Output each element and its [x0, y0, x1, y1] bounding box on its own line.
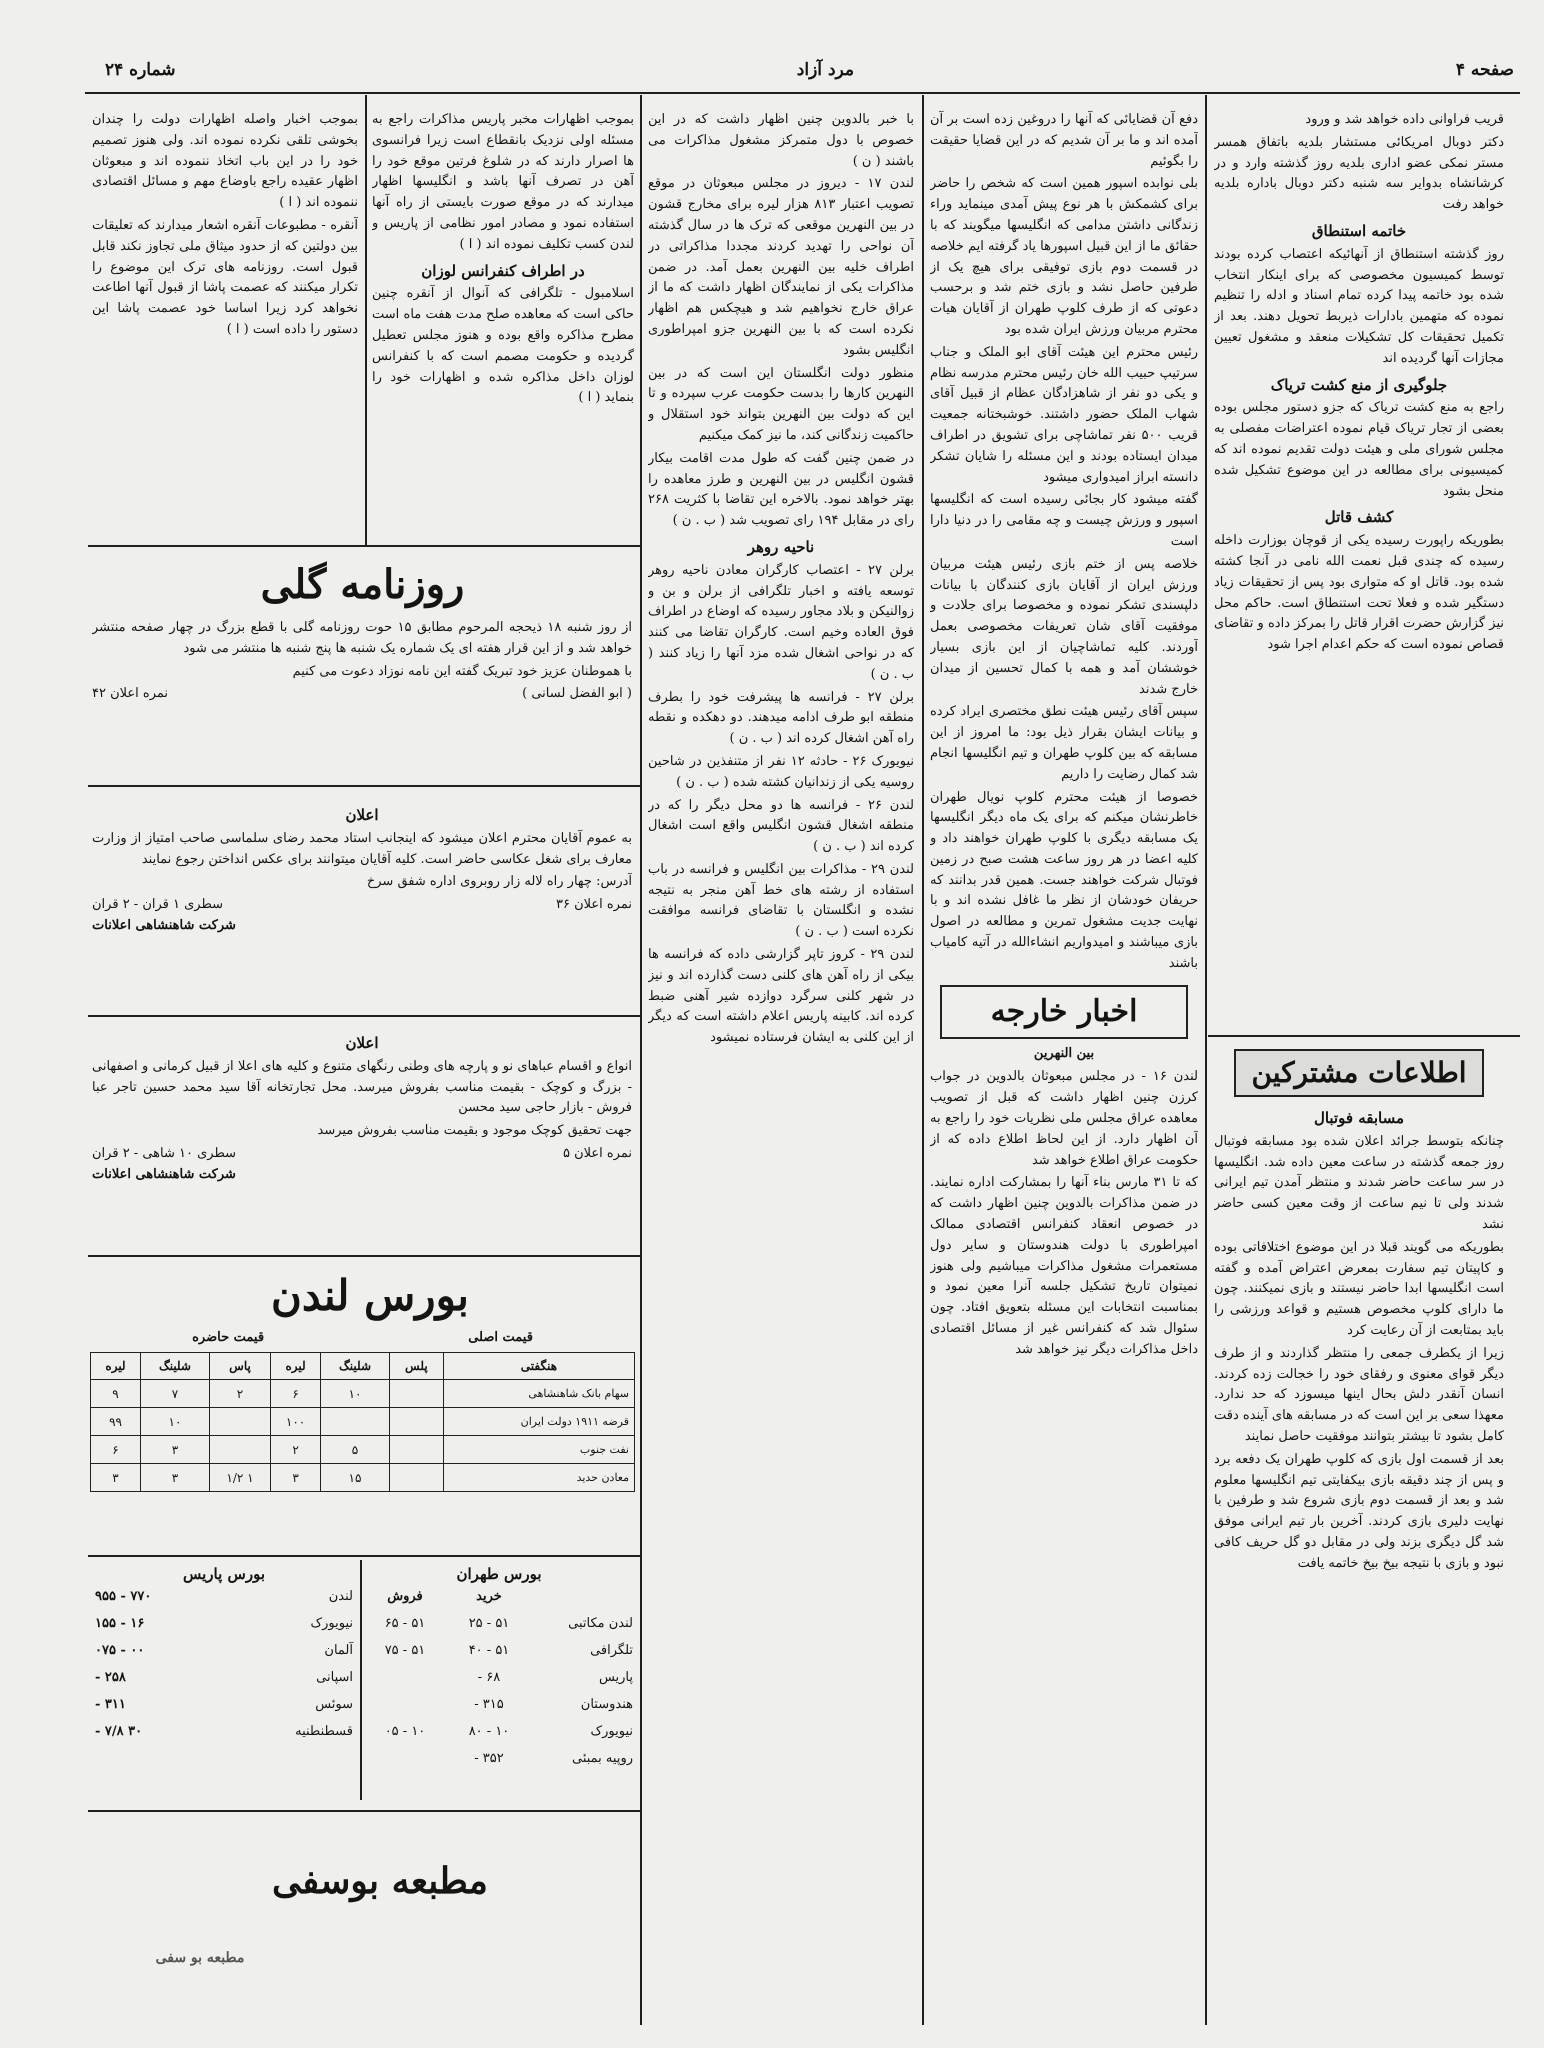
paragraph: با خبر بالدوین چنین اظهار داشت که در این خصوص با دول متمرکز مشغول مذاکرات می باشند ( ن )	[648, 112, 914, 169]
rate-label: نیویورک	[310, 1616, 353, 1631]
rate-sell: ۵۱ - ۶۵	[384, 1616, 426, 1631]
table-cell: ۳	[91, 1464, 141, 1492]
table-cell	[389, 1464, 443, 1492]
table-row	[365, 1610, 633, 1637]
page-number: صفحه ۴	[1455, 60, 1514, 80]
table-cell	[389, 1408, 443, 1436]
section-rule	[88, 1015, 640, 1017]
rate-buy: ۵۱ - ۲۵	[468, 1616, 510, 1631]
section-rule	[88, 785, 640, 787]
table-row	[365, 1691, 633, 1718]
column-domestic-news	[1214, 110, 1504, 1030]
header-cell: شلینگ	[141, 1353, 210, 1380]
table-cell: ۲	[271, 1436, 321, 1464]
paragraph: گفته میشود کار بجائی رسیده است که انگلیسها اسپور و ورزش چیست و چه مقامی را در دنیا دارا است	[930, 492, 1198, 549]
column-ankara-news	[92, 110, 358, 540]
table-cell	[321, 1408, 390, 1436]
paragraph: بطوریکه می گویند قبلا در این موضوع اختلافاتی بوده و کاپیتان تیم سفارت بمعرض اعتراض آمده و گفته است انگلیسها ابدا حاضر نیستند و بازی نمیکنند. چون ما دارای کلوپ مخصوص هستیم و قواعد ورزشی را باید بمتابعت از آن رعایت کرد	[1214, 1239, 1504, 1338]
paragraph: به عموم آقایان محترم اعلان میشود که اینجانب استاد محمد رضای سلماسی صاحب امتیاز از وزارت معارف برای شغل عکاسی حاضر است. کلیه آقایان میتوانند برای عکس انداختن رجوع نمایند	[92, 830, 632, 867]
bourse-tehran-header	[365, 1583, 633, 1610]
subheading: بین النهرین	[1033, 1045, 1095, 1061]
section-rule	[1208, 1035, 1520, 1037]
table-row	[365, 1745, 633, 1772]
subheading: خاتمه استنطاق	[1311, 221, 1407, 240]
paragraph: برلن ۲۷ - فرانسه ها پیشرفت خود را بطرف منطقه ابو طرف ادامه میدهند. دو دهکده و نقطه راه آهن اشغال کرده اند ( ب . ن )	[648, 689, 914, 747]
ad-photographer	[92, 800, 632, 1010]
paragraph: بلی نوابده اسپور همین است که شخص را حاضر برای کشمکش با هر نوع پیش آمدی مینماید وراء زندگانی داشتن مدامی که انگلیسها میگویند که با حقائق ما از این قبیل اسپورها یاد گرفته ایم خلاصه در قسمت دوم بازی توفیقی برای هیچ یک از طرفین حاصل نشد و بازی ختم شد و برحسب دعوتی که از طرف کلوپ طهران از آقایان هیات محترم مربیان ورزش ایران شده بود	[930, 176, 1198, 337]
table-cell: ۵	[321, 1436, 390, 1464]
paragraph: جهت تحقیق کوچک موجود و بقیمت مناسب بفروش میرسد	[317, 1123, 632, 1139]
column-rule	[640, 95, 642, 2025]
bourse-paris	[95, 1565, 353, 1805]
paragraph: لندن ۱۷ - دیروز در مجلس مبعوثان در موقع تصویب اعتبار ۸۱۳ هزار لیره برای مخارج قشون در بین النهرین موقعی که ترک ها در سال گذشته آن نواحی را تهدید کردند مجددا مذاکراتی در اطراف خلیه بین النهرین بعمل آمد. در ضمن مذاکرات یکی از نمایندگان اظهار داشت که ما از عراق خارج نخواهیم شد و هیچکس هم اظهار نکرده است که با بین النهرین جزو امپراطوری انگلیس بشود	[648, 176, 914, 358]
table-cell: قرضه ۱۹۱۱ دولت ایران	[443, 1408, 634, 1436]
ad-footer	[92, 895, 632, 916]
ad-agent: شرکت شاهنشاهی اعلانات	[92, 1166, 236, 1182]
rate-buy: ۳۱۵ -	[474, 1697, 504, 1712]
header-cell: هنگفتی	[443, 1353, 634, 1380]
signature: ( ابو الفضل لسانی )	[522, 686, 632, 702]
rate-value: ۱۶ - ۱۵۵	[95, 1616, 145, 1631]
rate-label: پاریس	[598, 1670, 633, 1685]
column-paris-news	[372, 110, 634, 540]
paragraph: بموجب اظهارات مخبر پاریس مذاکرات راجع به مسئله اولی نزدیک بانقطاع است زیرا فرانسوی ها اصرار دارند که در شلوغ فرتین موقع خود را آهن در تصرف آنها باشد و انگلیسها اظهار میدارند که در موقع صورت بایستی از راه آنها استفاده نمود و مصادر امور نظامی از پاریس و لندن کسب تکلیف نموده اند ( ا )	[372, 112, 634, 252]
table-cell: ۱۰	[321, 1380, 390, 1408]
subheading: در اطراف کنفرانس لوزان	[421, 261, 585, 280]
foreign-news-heading: اخبار خارجه	[940, 985, 1188, 1039]
paragraph: بطوریکه راپورت رسیده یکی از قوچان بوزارت داخله رسیده که چندی قبل نعمت الله نامی در آنجا کشته شده بود. قاتل او که متواری بود پس از تحقیقات زیاد دستگیر شده و فعلا تحت استنطاق است. حاکم محل نیز گزارش حضرت اقرار قاتل را بمرکز داده و تقاضای قصاص نموده است که حکم اعدام اجرا شود	[1214, 533, 1504, 653]
paragraph: قریب فراوانی داده خواهد شد و ورود	[1305, 112, 1504, 127]
paragraph: که تا ۳۱ مارس بناء آنها را بمشارکت اداره نمایند. در ضمن مذاکرات بالدوین چنین اظهار داشت که در خصوص انعقاد کنفرانس اقتصادی ممالک امپراطوری با دولت هندوستان و سایر دول مستعمرات مشغول مذاکرات میباشیم ولی هنوز نمیتوان تاریخ تشکیل جلسه آنرا معین نمود و بمناسبت انتخابات این مسئله بتعویق افتاد. چون سئوال شد که کنفرانس غیر از مسائل اقتصادی داخل مذاکرات دیگر نیز خواهد شد	[930, 1175, 1198, 1357]
paragraph: دکتر دوبال امریکائی مستشار بلدیه باتفاق همسر مستر نمکی عضو اداری بلدیه روز گذشته وارد و در کرشانشاه بدوایر سه شنبه دکتر دوبال باداره بلدیه خواهد رفت	[1214, 134, 1504, 213]
table-cell: معادن حدید	[443, 1464, 634, 1492]
paragraph: بموجب اخبار واصله اظهارات دولت را چندان بخوشی تلقی نکرده نموده اند. ولی هنوز تصمیم خود را در این باب اتخاذ ننموده اند و مبعوثان اظهار عقیده راجع باوضاع مهم و مسائل اقتصادی ننموده اند ( ا )	[92, 112, 358, 211]
header-cell: پلس	[389, 1353, 443, 1380]
paragraph: خصوصا از هیئت محترم کلوپ نویال طهران خاطرنشان میکنم که برای یک ماه دیگر انگلیسها یک مسابقه دیگری با کلوپ طهران خواهند داد و کلیه اعضا در هر روز ساعت هشت صبح در زمین فوتبال شرکت خواهند جست. همین قدر بدانند که حریفان خودشان از نظر ما غافل نشده اند و با نهایت جدیت مشغول تمرین و مطالعه در اصول بازی میباشند و امیدواریم انشاءالله در آتیه کامیاب باشند	[930, 789, 1198, 971]
bourse-paris-title: بورس پاریس	[183, 1565, 265, 1583]
ad-rates: سطری ۱ قران - ۲ قران	[92, 897, 224, 913]
rate-buy: ۵۱ - ۴۰	[468, 1643, 510, 1658]
column-foreign-news	[648, 110, 914, 2020]
subtitle-current-price: قیمت حاضره	[192, 1330, 265, 1345]
table-cell: ۶	[91, 1436, 141, 1464]
paragraph: با هموطنان عزیز خود تبریک گفته این نامه نوزاد دعوت می کنیم	[292, 663, 632, 679]
paragraph: انواع و اقسام عباهای نو و پارچه های وطنی رنگهای متنوع و کلیه های اعلا از قبیل کرمانی و اصفهانی - بزرگ و کوچک - بقیمت مناسب بفروش میرسد. محل تجارتخانه آقا سید محمد حسین تاجر عبا فروش - بازار حاجی سید محسن	[92, 1058, 632, 1116]
printer-name: مطبعه بوسفی	[272, 1860, 488, 1902]
header-cell: شلینگ	[321, 1353, 390, 1380]
bourse-london-title: بورس لندن	[271, 1271, 469, 1320]
rate-label: سوئس	[315, 1697, 353, 1712]
ad-number: نمره اعلان ۴۲	[92, 686, 169, 702]
table-row	[95, 1664, 353, 1691]
table-row	[365, 1718, 633, 1745]
paragraph: لندن ۱۶ - در مجلس مبعوثان بالدوین در جواب کرزن چنین اظهار داشت که قبل از تصویب معاهده عراق مجلس ملی نظریات خود را راجع به آن اظهار دارد. از این لحاظ اطلاع داده که از حکومت عراق اطلاع خواهد شد	[930, 1069, 1198, 1168]
notice-section	[1214, 1045, 1504, 2025]
paragraph: منظور دولت انگلستان این است که در بین النهرین کارها را بدست حکومت عرب سپرده و تا این که دولت بین النهرین بتواند خود استقلال و حاکمیت زندگانی کند، ما نیز کمک میکنیم	[648, 365, 914, 443]
table-cell: ۱۰۰	[271, 1408, 321, 1436]
paragraph: رئیس محترم این هیئت آقای ابو الملک و جناب سرتیپ حبیب الله خان رئیس محترم مدرسه نظام و یکی دو نفر از شاهزادگان عظام از قبیل آقای شهاب الملک حضور داشتند. خوشبختانه جمعیت قریب ۵۰۰ نفر تماشاچی برای تشویق در اطراف میدان ایستاده بودند و این مسئله را شایان تشکر دانسته ابراز امیدواری میشود	[930, 344, 1198, 485]
bourse-london-table	[90, 1352, 635, 1492]
rate-value: ۳۱۱ -	[95, 1697, 126, 1712]
bourse-london-subtitles	[90, 1330, 635, 1345]
column-sports-and-foreign	[930, 110, 1198, 2020]
table-row	[91, 1408, 635, 1436]
table-row	[95, 1637, 353, 1664]
section-rule	[88, 1555, 640, 1557]
table-row	[95, 1718, 353, 1745]
subheading: مسابقه فوتبال	[1313, 1109, 1405, 1127]
paragraph: از روز شنبه ۱۸ ذیحجه المرحوم مطابق ۱۵ حوت روزنامه گلی با قطع بزرگ در چهار صفحه منتشر خواهد شد و از این قرار هفته ای یک شماره یک شنبه ها پنج شنبه ها منتشر می شود	[92, 620, 632, 656]
table-cell: ۳	[141, 1436, 210, 1464]
table-cell	[209, 1436, 270, 1464]
paper-name: مرد آزاد	[796, 60, 854, 80]
column-rule	[922, 95, 924, 2025]
rate-label: قسطنطنیه	[295, 1724, 353, 1739]
rate-buy: ۳۵۲ -	[474, 1751, 504, 1766]
ad-rates: سطری ۱۰ شاهی - ۲ قران	[92, 1145, 237, 1161]
column-rule	[1205, 95, 1207, 2025]
table-cell: ۱۰	[141, 1408, 210, 1436]
table-cell: نفت جنوب	[443, 1436, 634, 1464]
table-row	[91, 1380, 635, 1408]
paragraph: خلاصه پس از ختم بازی رئیس هیئت مربیان ورزش ایران از آقایان بازی کنندگان با بیانات دلپسندی تشکر نموده و مخصوصا برای جلادت و موفقیت آقای شان تعریفات مخصوصی بعمل آوردند. کلیه تماشاچیان از این بازی بسیار خوششان آمد و همه با کمال تحسین از میدان خارج شدند	[930, 556, 1198, 697]
table-cell: ۹۹	[91, 1408, 141, 1436]
paragraph: در ضمن چنین گفت که طول مدت اقامت بیکار قشون انگلیس در بین النهرین و طرز معاهده را بهتر خواهد نمود. بالاخره این تقاضا با کثریت ۲۶۸ رای در مقابل ۱۹۴ رای تصویب شد ( ب . ن )	[648, 450, 914, 529]
rate-value: ۷۷۰ - ۹۵۵	[95, 1589, 152, 1604]
paragraph: راجع به منع کشت تریاک که جزو دستور مجلس بوده بعضی از تجار تریاک قیام نموده اعتراضات مفصلی به مجلس شورای ملی و هیئت دولت تقدیم نموده اند که کمیسیونی برای مطالعه در این موضوع تشکیل شده منحل بشود	[1214, 400, 1504, 499]
col-sell: فروش	[387, 1589, 423, 1604]
paragraph: دفع آن قضایائی که آنها را دروغین زده است بر آن آمده اند و ما بر آن شدیم که در این قضایا حقیقت را بگوئیم	[930, 112, 1198, 169]
rate-buy: ۱۰ - ۸۰	[468, 1724, 510, 1739]
subtitle-base-price: قیمت اصلی	[468, 1330, 533, 1345]
table-row	[95, 1583, 353, 1610]
issue-number: شماره ۲۴	[105, 60, 176, 80]
table-row	[91, 1464, 635, 1492]
ad-footer	[92, 1144, 632, 1165]
notice-title: اطلاعات مشترکین	[1234, 1049, 1484, 1097]
paragraph: لندن ۲۹ - مذاکرات بین انگلیس و فرانسه در باب استفاده از رشته های خط آهن منجر به نتیجه نشده و انگلستان با تقاضای فرانسه موافقت نکرده است ( ب . ن )	[648, 861, 914, 940]
rate-value: ۳۰ ۷/۸ -	[95, 1724, 143, 1739]
rate-label: تلگرافی	[590, 1643, 633, 1658]
rate-label: لندن	[328, 1589, 353, 1604]
roznameh-gol-title: روزنامه گلی	[260, 561, 465, 608]
roznameh-footer	[92, 684, 632, 705]
header-cell: لیره	[91, 1353, 141, 1380]
table-row	[365, 1664, 633, 1691]
table-cell: ۱ ۱/۲	[209, 1464, 270, 1492]
paragraph: چنانکه بتوسط جرائد اعلان شده بود مسابقه فوتبال روز جمعه گذشته در ساعت معین داده شد. انگلیسها در سر ساعت حاضر شدند و منتظر آمدن تیم ایرانی شدند ولی تا نیم ساعت از وقت معین کسی حاضر نشد	[1214, 1133, 1504, 1232]
table-cell: ۱۵	[321, 1464, 390, 1492]
table-cell: ۹	[91, 1380, 141, 1408]
notice-body	[1214, 1103, 1504, 2003]
paragraph: روز گذشته استنطاق از آنهائیکه اعتصاب کرده بودند توسط کمیسیون مخصوصی که برای اینکار انتخاب شده بود خاتمه پیدا کرده تمام اسناد و ادله را تنظیم نموده که متهمین بادارات ذیربط تحویل دهند. بعد از تکمیل تحقیقات کل تشکیلات منعقد و مشغول تعیین مجازات آنها گردیده اند	[1214, 246, 1504, 366]
subheading: کشف قاتل	[1324, 508, 1394, 527]
rate-sell: ۵۱ - ۷۵	[384, 1643, 426, 1658]
header-rule	[85, 92, 1520, 94]
table-cell: ۳	[271, 1464, 321, 1492]
table-cell: ۷	[141, 1380, 210, 1408]
rate-value: ۲۵۸ -	[95, 1670, 126, 1685]
roznameh-gol-body	[92, 618, 632, 778]
paragraph: لندن ۲۶ - فرانسه ها دو محل دیگر را که در منطقه اشغال قشون انگلیس واقع است اشغال کرده اند ( ب . ن )	[648, 797, 914, 855]
paragraph: آدرس: چهار راه لاله زار روبروی اداره شفق سرخ	[366, 874, 632, 890]
table-cell	[389, 1380, 443, 1408]
ad-agent: شرکت شاهنشاهی اعلانات	[92, 917, 236, 933]
table-cell: ۲	[209, 1380, 270, 1408]
rate-label: روپیه بمبئی	[571, 1751, 633, 1766]
ad-title: اعلان	[345, 1034, 379, 1052]
header-cell: پاس	[209, 1353, 270, 1380]
ad-number: نمره اعلان ۵	[562, 1145, 632, 1161]
table-header-row	[91, 1353, 635, 1380]
paragraph: اسلامبول - تلگرافی که آنوال از آنقره چنین حاکی است که معاهده صلح مدت هفت ماه است مطرح مذاکره واقع بوده و هنوز مجلس تعطیل گردیده و حکومت مصمم است که با کنفرانس لوزان داخل مذاکره شده و اظهارات خود را بنماید ( ا )	[372, 286, 634, 406]
column-rule	[365, 95, 367, 545]
rate-label: لندن مکاتبی	[568, 1616, 633, 1631]
rate-label: نیویورک	[590, 1724, 633, 1739]
rate-label: آلمان	[324, 1643, 353, 1658]
paragraph: نیویورک ۲۶ - حادثه ۱۲ نفر از متنفذین در شاحین روسیه یکی از زندانیان کشته شده ( ب . ن )	[648, 753, 914, 790]
ad-fabric	[92, 1028, 632, 1248]
rate-label: اسپانی	[316, 1670, 353, 1685]
table-cell: ۶	[271, 1380, 321, 1408]
paragraph: برلن ۲۷ - اعتصاب کارگران معادن ناحیه روهر توسعه یافته و اخبار تلگرافی از برلن و بن و زوالنیکن و بلاد مجاور رسیده که اوضاع در اطراف فوق العاده وخیم است. کارگران تقاضا می کنند که در نواحی اشغال شده مزد آنها را زیاد کنند ( ب . ن )	[648, 562, 914, 682]
section-rule	[88, 545, 640, 547]
rate-value: ۰۰ - ۰۷۵	[95, 1643, 145, 1658]
table-row	[91, 1436, 635, 1464]
table-row	[95, 1691, 353, 1718]
rate-buy: ۶۸ -	[477, 1670, 501, 1685]
paragraph: لندن ۲۹ - کروز تاپر گزارشی داده که فرانسه ها بیکی از راه آهن های کلنی دست گذارده اند و نیز در شهر کلنی سرگرد دوازده شیر آهنی ضبط کرده اند. کابینه پاریس اعلام داشته است که دیگر از این کلنی به ایشان فرستاده نمیشود	[648, 947, 914, 1046]
table-cell: ۳	[141, 1464, 210, 1492]
ad-title: اعلان	[345, 806, 379, 824]
table-row	[365, 1637, 633, 1664]
header-cell: لیره	[271, 1353, 321, 1380]
bourse-tehran-title: بورس طهران	[456, 1565, 542, 1583]
section-rule	[88, 1810, 640, 1812]
column-rule	[360, 1560, 362, 1800]
col-buy: خرید	[476, 1589, 502, 1604]
section-rule	[88, 1255, 640, 1257]
table-row	[95, 1610, 353, 1637]
paragraph: سپس آقای رئیس هیئت نطق مختصری ایراد کرده و بیانات ایشان بقرار ذیل بود: ما امروز از این مسابقه که بین کلوپ طهران و تیم انگلیسها انجام شد کمال رضایت را داریم	[930, 704, 1198, 782]
rate-sell: ۱۰ - ۰۵	[384, 1724, 426, 1739]
subheading: جلوگیری از منع کشت تریاک	[1270, 375, 1448, 394]
ad-number: نمره اعلان ۳۶	[555, 897, 632, 913]
printer-stamp-repeat: مطبعه بو سفی	[155, 1950, 245, 1966]
bourse-tehran	[365, 1565, 633, 1805]
rate-label: هندوستان	[580, 1697, 633, 1712]
table-cell	[209, 1408, 270, 1436]
table-cell: سهام بانک شاهنشاهی	[443, 1380, 634, 1408]
table-cell	[389, 1436, 443, 1464]
paragraph: زیرا از یکطرف جمعی را منتظر گذاردند و از طرف دیگر قوای معنوی و رفقای خود را خجالت زده کردند. انسان آنقدر دلش بحال اینها میسوزد که حد ندارد. معهذا سعی بر این است که در مسابقه های آینده دقت کامل بشود تا بیشتر بتوانند موفقیت حاصل نمایند	[1214, 1345, 1504, 1444]
paragraph: بعد از قسمت اول بازی که کلوپ طهران یک دفعه برد و پس از چند دقیقه بازی بیکفایتی تیم انگلیسها معلوم شد و بعد از قسمت دوم بازی شروع شد و طرفین با نهایت دلیری بازی کردند. آخرین بار تیم ایرانی موفق شد گل دیگری بزند ولی در مقابل دو گل حریف کافی نبود و بازی با نتیجه بیخ بیخ خاتمه یافت	[1214, 1451, 1504, 1571]
paragraph: آنقره - مطبوعات آنقره اشعار میدارند که تعلیقات بین دولتین که از حدود میثاق ملی تجاوز نکند قابل قبول است. روزنامه های ترک این موضوع را تکرار میکنند که عصمت پاشا از قبول آنها اطاعت نخواهد کرد زیرا اساسا خود عصمت پاشا این دستور را داده است ( ا )	[92, 217, 358, 337]
subheading: ناحیه روهر	[747, 537, 815, 556]
